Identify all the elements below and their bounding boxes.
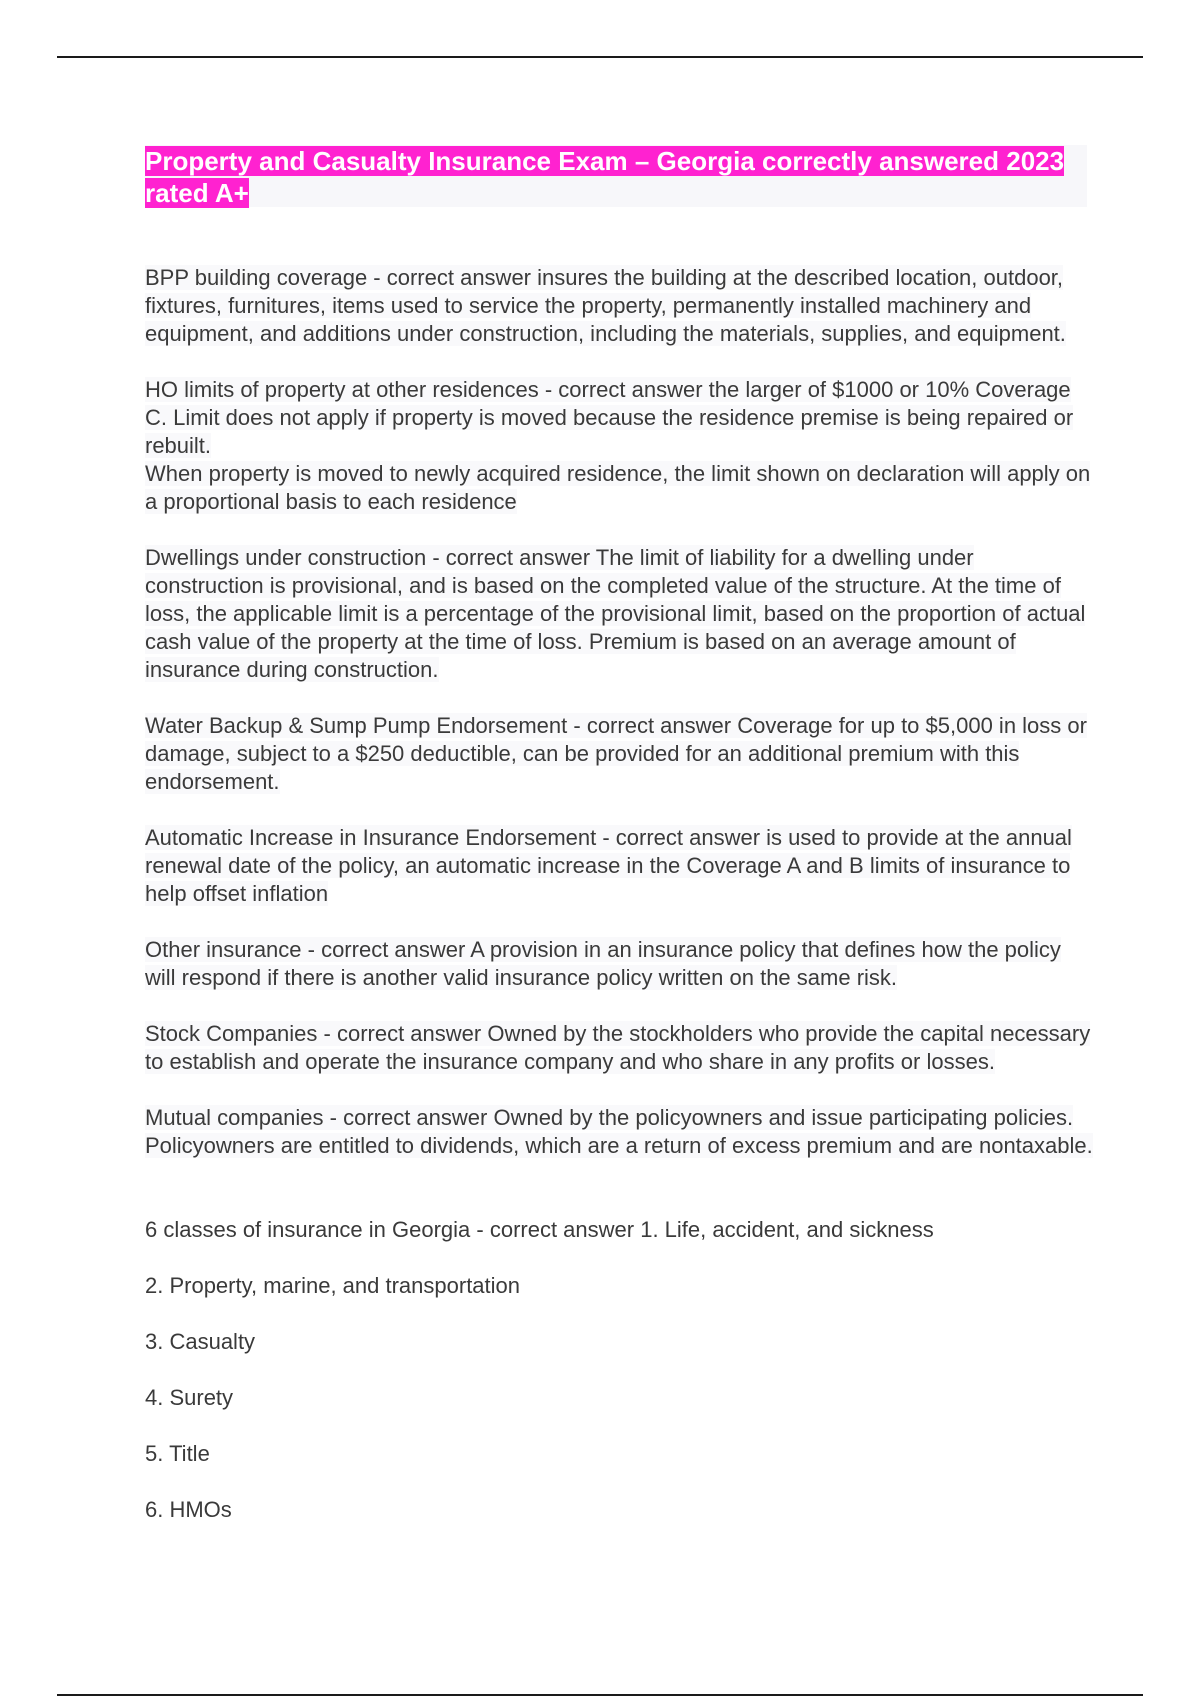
entry-text: HO limits of property at other residences - correct answer the larger of $1000 or 10% Coverage C. Limit does not apply if property is moved because the residence premise is being repaired or rebuilt. When property is moved to newly acquired residence, the limit shown on declaration will apply on a proportional basis to each residence: [145, 377, 1091, 514]
class-item: 4. Surety: [145, 1385, 234, 1410]
entry-classes-of-insurance: [145, 1188, 1095, 1552]
entry-dwellings-under-construction: [145, 544, 1095, 684]
entry-text: Stock Companies - correct answer Owned by the stockholders who provide the capital necessary to establish and operate the insurance company and who share in any profits or losses.: [145, 1021, 1091, 1074]
class-item: 2. Property, marine, and transportation: [145, 1273, 521, 1298]
bottom-rule: [57, 1694, 1143, 1696]
document-title: [145, 145, 1087, 209]
entry-stock-companies: [145, 1020, 1095, 1076]
entry-water-backup: [145, 712, 1095, 796]
entry-text: Other insurance - correct answer A provision in an insurance policy that defines how the policy will respond if there is another valid insurance policy written on the same risk.: [145, 937, 1061, 990]
entry-ho-limits: [145, 376, 1095, 516]
entry-text: Mutual companies - correct answer Owned by the policyowners and issue participating policies. Policyowners are entitled to dividends, which are a return of excess premium and are nontaxable.: [145, 1105, 1093, 1158]
class-item: 6. HMOs: [145, 1497, 232, 1522]
class-item: 5. Title: [145, 1441, 210, 1466]
entry-text: Water Backup & Sump Pump Endorsement - correct answer Coverage for up to $5,000 in loss or damage, subject to a $250 deductible, can be provided for an additional premium with this endorsement.: [145, 713, 1087, 794]
title-box: [145, 145, 1087, 207]
class-item: 3. Casualty: [145, 1329, 256, 1354]
classes-intro: 6 classes of insurance in Georgia - correct answer 1. Life, accident, and sickness: [145, 1217, 934, 1242]
entry-automatic-increase: [145, 824, 1095, 908]
entry-text: BPP building coverage - correct answer insures the building at the described location, outdoor, fixtures, furnitures, items used to service the property, permanently installed machinery and equipment, and additions under construction, including the materials, supplies, and equipment.: [145, 265, 1066, 346]
entry-other-insurance: [145, 936, 1095, 992]
entry-text: Automatic Increase in Insurance Endorsement - correct answer is used to provide at the annual renewal date of the policy, an automatic increase in the Coverage A and B limits of insurance to help offset inflation: [145, 825, 1072, 906]
title-highlight: Property and Casualty Insurance Exam – Georgia correctly answered 2023 rated A+: [145, 146, 1065, 208]
entry-text: Dwellings under construction - correct answer The limit of liability for a dwelling under construction is provisional, and is based on the completed value of the structure. At the time of loss, the applicable limit is a percentage of the provisional limit, based on the proportion of actual cash value of the property at the time of loss. Premium is based on an average amount of insurance during construction.: [145, 545, 1086, 682]
entry-bpp-building-coverage: [145, 264, 1095, 348]
top-rule: [57, 56, 1143, 58]
entry-mutual-companies: [145, 1104, 1095, 1160]
document-body: [145, 264, 1095, 1580]
